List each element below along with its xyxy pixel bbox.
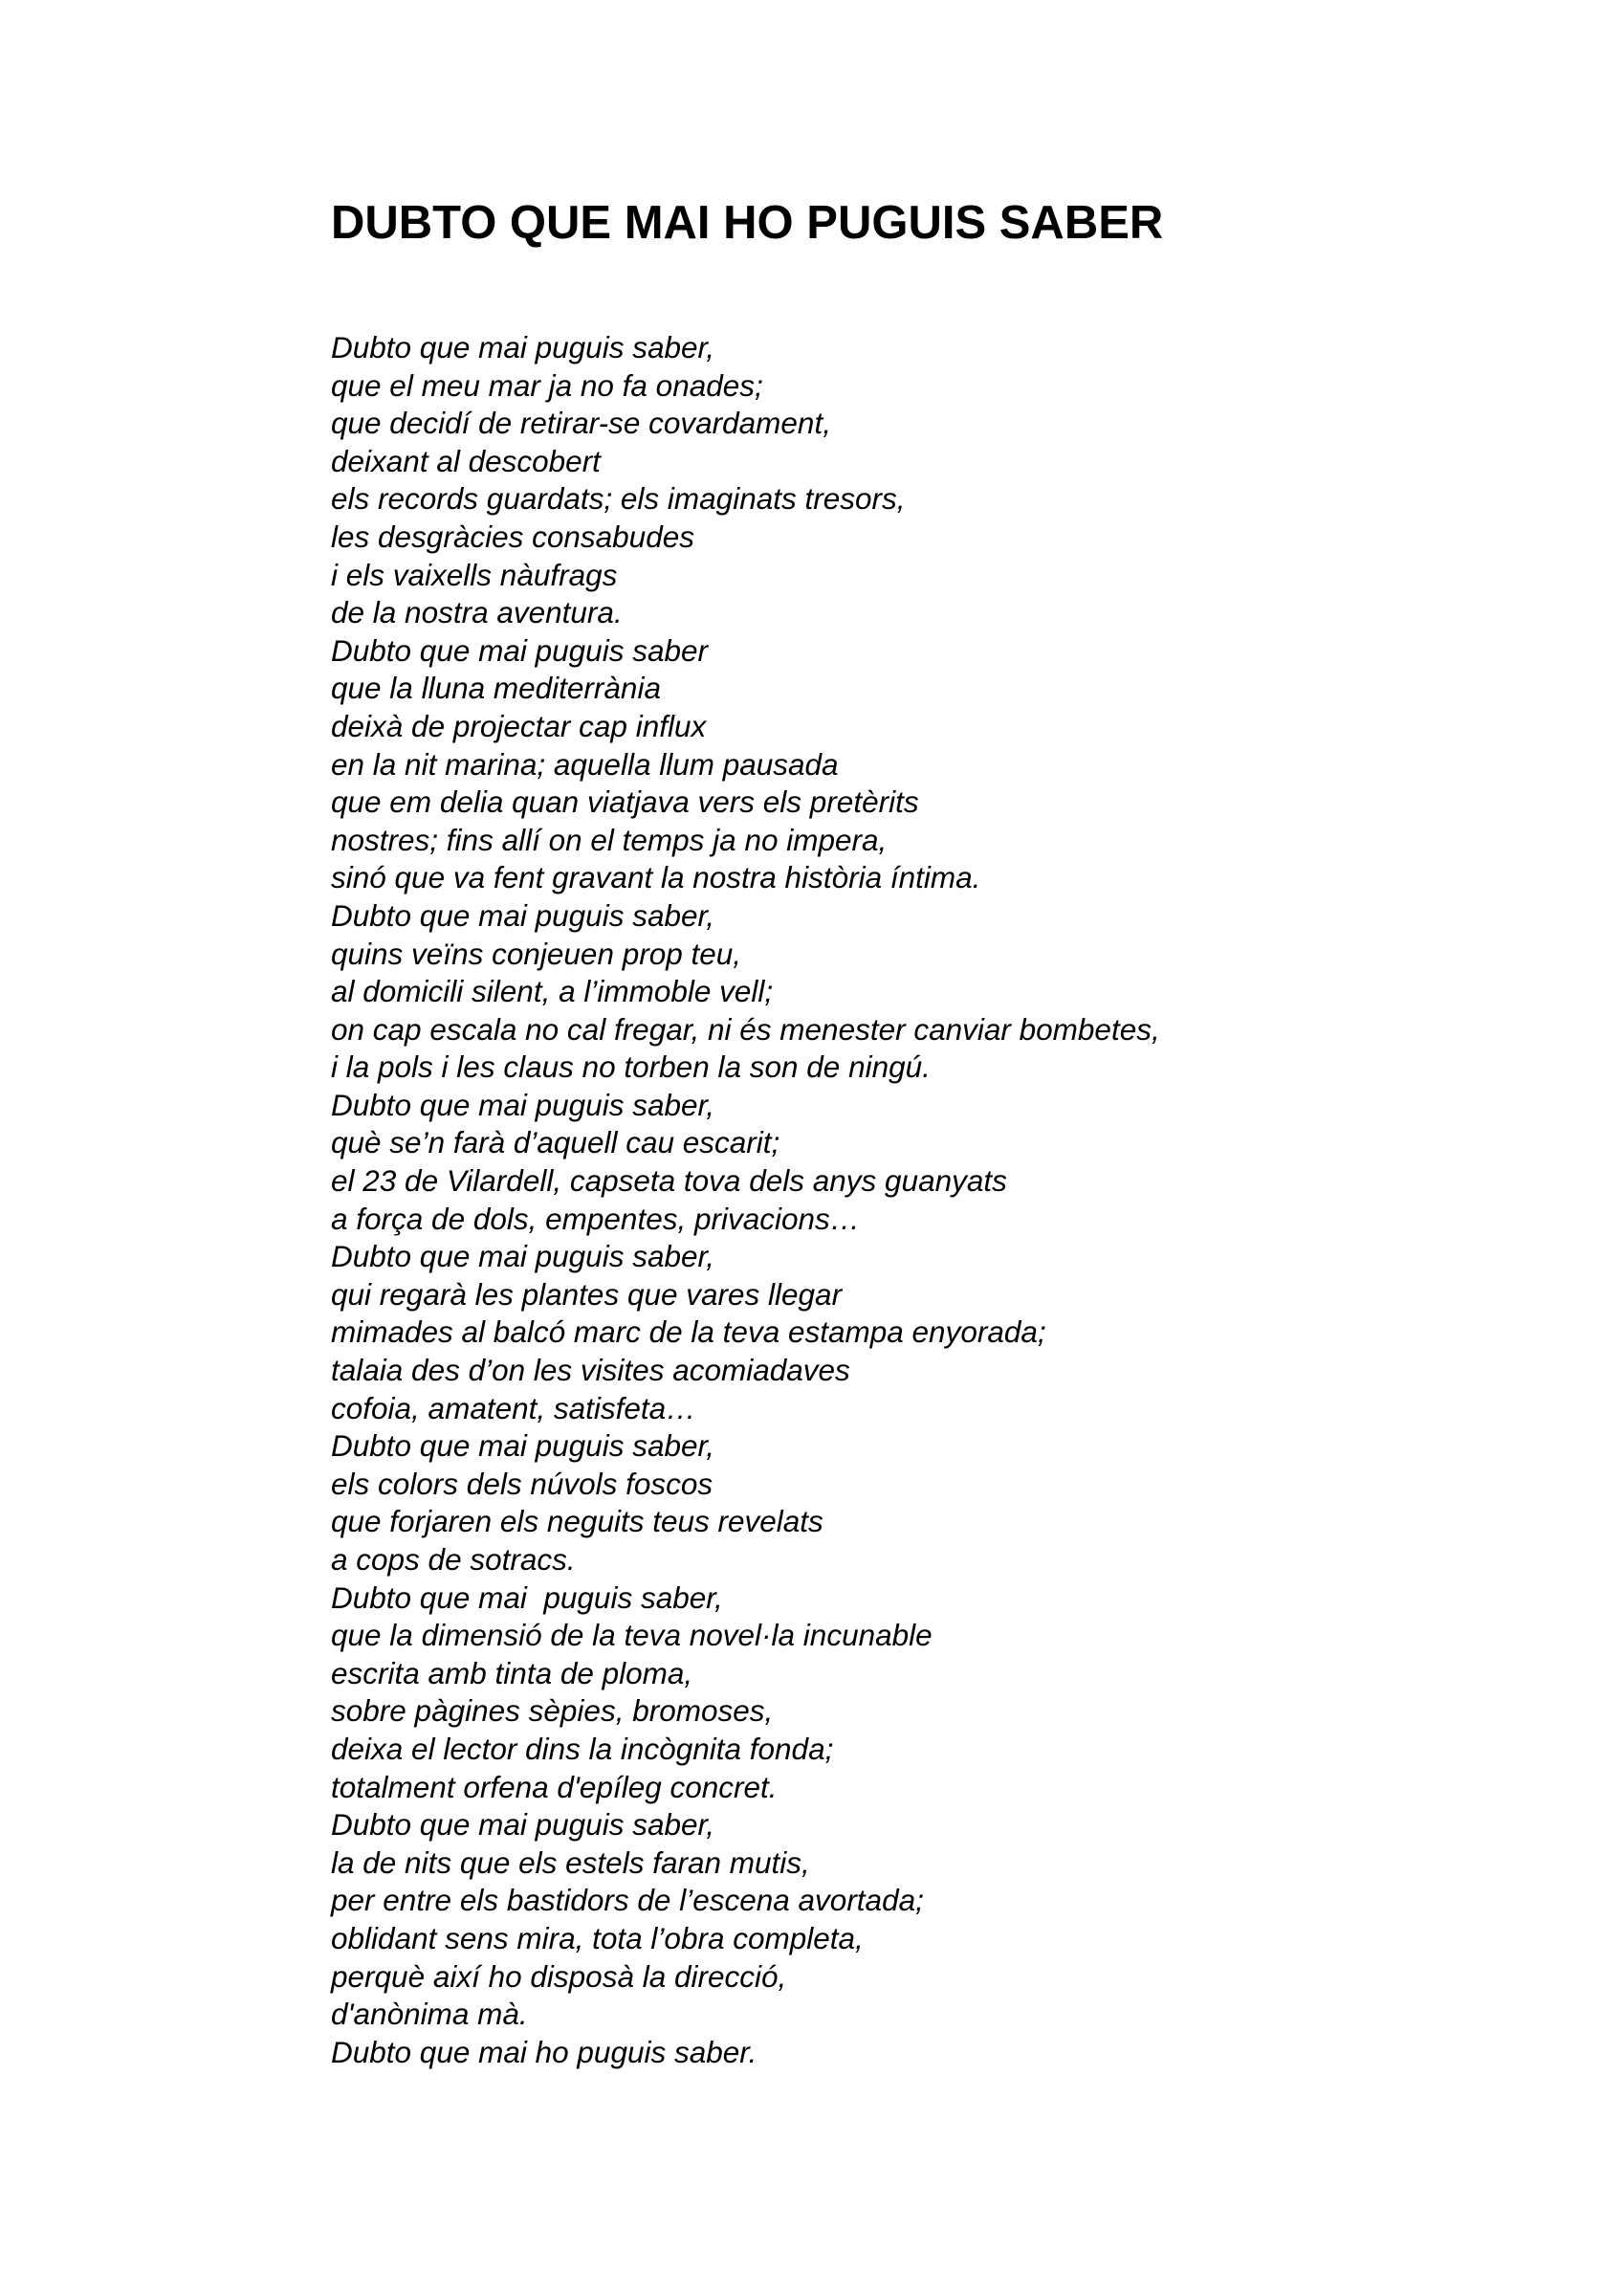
poem-line: cofoia, amatent, satisfeta… [331, 1390, 696, 1425]
poem-line: deixà de projectar cap influx [331, 708, 707, 743]
poem-line: talaia des d’on les visites acomiadaves [331, 1353, 850, 1388]
poem-line: Dubto que mai ho puguis saber. [331, 2034, 757, 2069]
poem-line: la de nits que els estels faran mutis, [331, 1844, 810, 1880]
poem-line: a cops de sotracs. [331, 1542, 576, 1577]
poem-line: què se’n farà d’aquell cau escarit; [331, 1125, 780, 1160]
poem-line: a força de dols, empentes, privacions… [331, 1201, 861, 1236]
poem-line: que forjaren els neguits teus revelats [331, 1504, 823, 1539]
poem-line: deixa el lector dins la incògnita fonda; [331, 1731, 834, 1766]
poem-line: els records guardats; els imaginats tresors, [331, 481, 906, 517]
poem-line: de la nostra aventura. [331, 595, 623, 630]
poem-line: els colors dels núvols foscos [331, 1466, 713, 1501]
poem-line: sobre pàgines sèpies, bromoses, [331, 1693, 774, 1729]
poem-line: Dubto que mai puguis saber, [331, 330, 715, 364]
poem-line: on cap escala no cal fregar, ni és menester canviar bombetes, [331, 1011, 1160, 1047]
poem-line: en la nit marina; aquella llum pausada [331, 746, 839, 782]
poem-line: quins veïns conjeuen prop teu, [331, 936, 742, 971]
poem-line: que la lluna mediterrània [331, 671, 661, 706]
poem-line: Dubto que mai puguis saber, [331, 1807, 715, 1843]
poem-line: oblidant sens mira, tota l’obra completa, [331, 1920, 864, 1955]
poem-line: sinó que va fent gravant la nostra història íntima. [331, 860, 981, 895]
poem-body [331, 329, 1160, 2071]
poem-line: escrita amb tinta de ploma, [331, 1655, 693, 1690]
poem-line: Dubto que mai puguis saber, [331, 1579, 723, 1615]
poem-line: qui regarà les plantes que vares llegar [331, 1276, 843, 1312]
poem-line: d'anònima mà. [331, 1997, 528, 2032]
poem-line: que la dimensió de la teva novel·la incunable [331, 1618, 933, 1653]
poem-line: Dubto que mai puguis saber, [331, 1087, 715, 1122]
poem-line: perquè així ho disposà la direcció, [331, 1958, 787, 1994]
poem-line: que el meu mar ja no fa onades; [331, 367, 763, 403]
poem-line: el 23 de Vilardell, capseta tova dels anys guanyats [331, 1163, 1007, 1199]
poem-line: les desgràcies consabudes [331, 519, 694, 554]
poem-line: mimades al balcó marc de la teva estampa enyorada; [331, 1314, 1046, 1350]
poem-line: deixant al descobert [331, 443, 601, 478]
poem-line: que decidí de retirar-se covardament, [331, 406, 831, 441]
poem-line: i la pols i les claus no torben la son de ningú. [331, 1049, 931, 1085]
poem-line: Dubto que mai puguis saber, [331, 1428, 715, 1464]
poem-line: Dubto que mai puguis saber [331, 632, 708, 668]
poem-line: totalment orfena d'epíleg concret. [331, 1769, 778, 1804]
poem-line: Dubto que mai puguis saber, [331, 1239, 715, 1274]
poem-line: i els vaixells nàufrags [331, 557, 618, 592]
poem-line: per entre els bastidors de l’escena avortada; [331, 1883, 924, 1918]
poem-title: DUBTO QUE MAI HO PUGUIS SABER [331, 197, 1164, 249]
poem-line: Dubto que mai puguis saber, [331, 897, 715, 933]
poem-line: que em delia quan viatjava vers els pretèrits [331, 784, 919, 820]
poem-line: nostres; fins allí on el temps ja no impera, [331, 822, 888, 857]
poem-line: al domicili silent, a l’immoble vell; [331, 974, 774, 1009]
